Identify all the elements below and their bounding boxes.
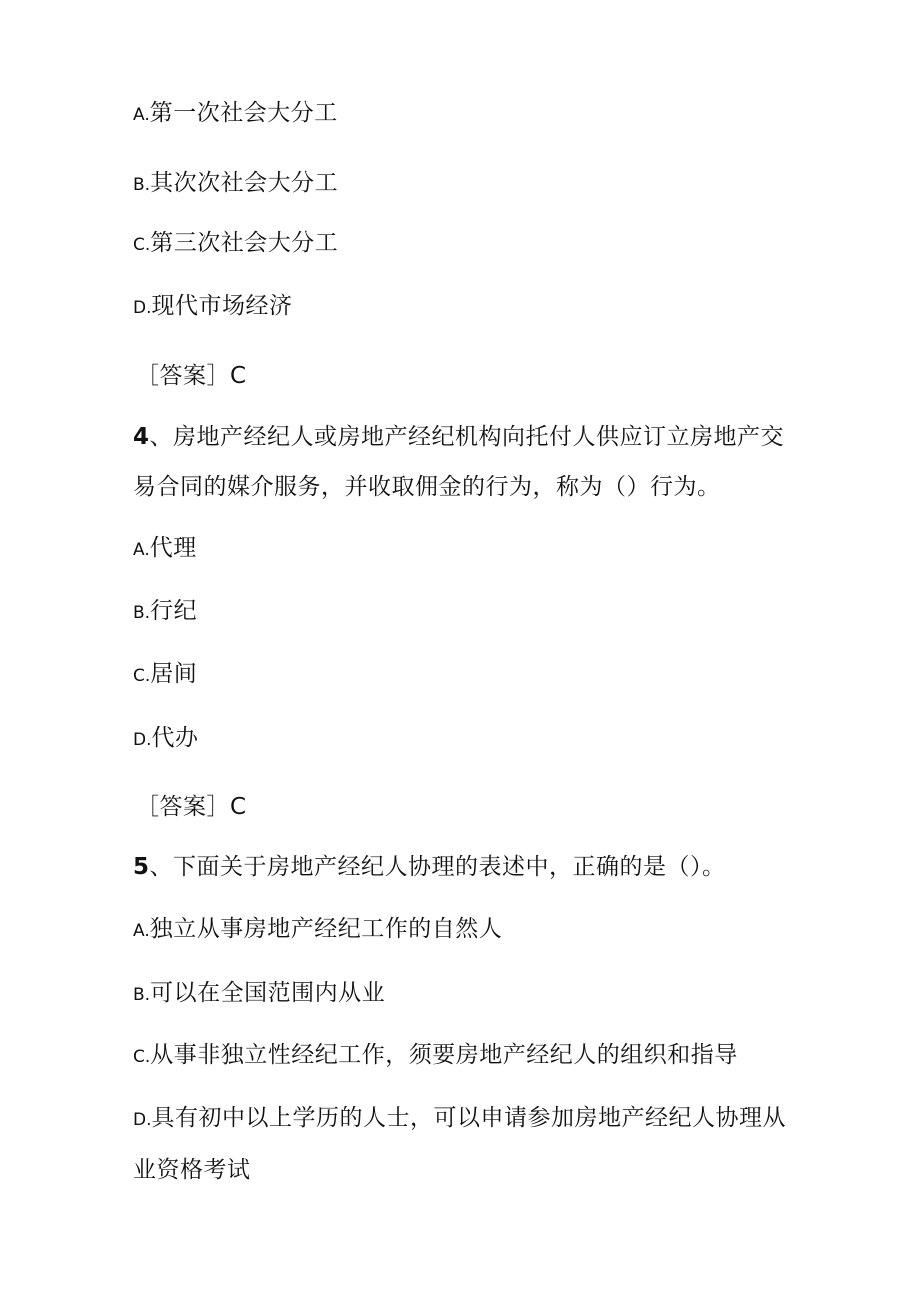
option-text: 第三次社会大分工 — [150, 230, 339, 256]
q5-option-d — [133, 1103, 786, 1135]
question-number: 5 — [133, 854, 150, 880]
q4-option-a — [133, 533, 197, 565]
q3-answer: ［答案］C — [136, 363, 247, 389]
q4-stem-line1 — [133, 422, 784, 452]
option-label: B. — [133, 985, 151, 1005]
option-label: C. — [133, 666, 151, 686]
option-text: 行纪 — [150, 598, 198, 624]
option-label: D. — [133, 298, 152, 318]
q5-option-c — [133, 1040, 738, 1072]
option-text: 其次次社会大分工 — [150, 170, 339, 196]
q3-option-a — [133, 98, 338, 130]
option-text: 独立从事房地产经纪工作的自然人 — [149, 916, 503, 942]
option-label: A. — [133, 921, 150, 941]
option-label: A. — [133, 540, 150, 560]
option-label: B. — [133, 175, 151, 195]
q5-option-d-continued: 业资格考试 — [133, 1157, 251, 1183]
question-number: 4 — [133, 424, 150, 450]
option-label: C. — [133, 1047, 151, 1067]
option-label: D. — [133, 1110, 152, 1130]
q3-option-d — [133, 291, 293, 323]
question-text: 、下面关于房地产经纪人协理的表述中，正确的是（）。 — [149, 854, 726, 880]
q5-option-a — [133, 914, 502, 946]
q5-option-b — [133, 978, 385, 1010]
option-text: 可以在全国范围内从业 — [150, 980, 386, 1006]
option-label: B. — [133, 603, 151, 623]
option-label: A. — [133, 105, 150, 125]
q3-option-b — [133, 168, 338, 200]
option-text: 第一次社会大分工 — [149, 100, 338, 126]
option-text: 具有初中以上学历的人士，可以申请参加房地产经纪人协理从 — [151, 1105, 786, 1131]
q4-option-c — [133, 659, 197, 691]
option-label: C. — [133, 235, 151, 255]
question-text: 、房地产经纪人或房地产经纪机构向托付人供应订立房地产交 — [149, 424, 785, 450]
option-text: 现代市场经济 — [151, 293, 293, 319]
option-text: 从事非独立性经纪工作，须要房地产经纪人的组织和指导 — [150, 1042, 738, 1068]
q4-stem-line2: 易合同的媒介服务，并收取佣金的行为，称为（）行为。 — [133, 474, 721, 500]
q5-stem — [133, 852, 726, 882]
option-text: 居间 — [150, 661, 198, 687]
q3-option-c — [133, 228, 338, 260]
q4-answer: ［答案］C — [136, 794, 247, 820]
option-label: D. — [133, 730, 152, 750]
option-text: 代办 — [151, 725, 199, 751]
q4-option-b — [133, 596, 197, 628]
q4-option-d — [133, 723, 199, 755]
option-text: 代理 — [149, 535, 197, 561]
